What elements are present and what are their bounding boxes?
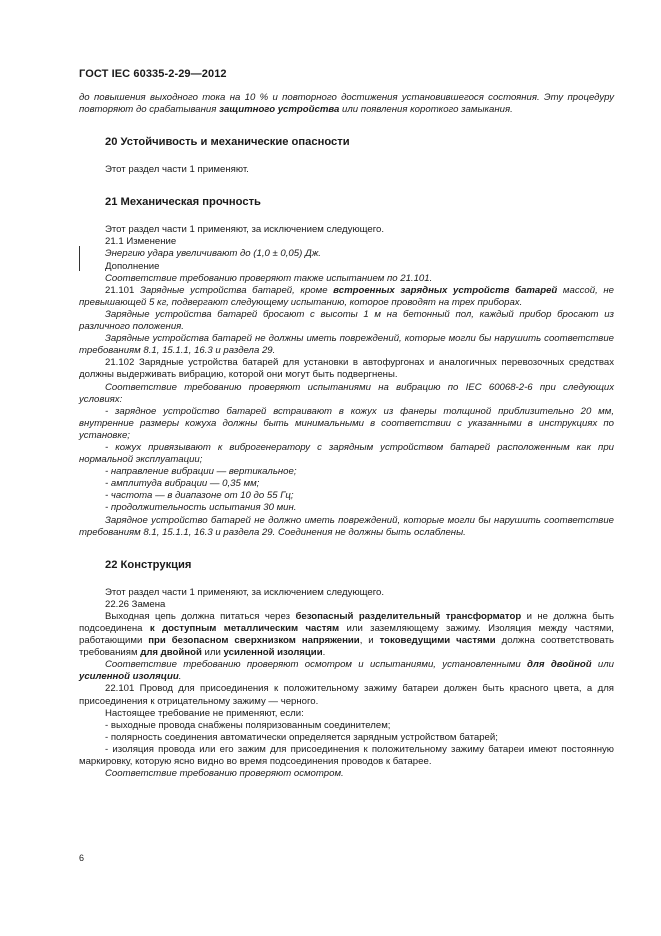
compliance-21-102: Соответствие требованию проверяют испытаниями на вибрацию по IEC 60068-2-6 при следующих условиях:	[79, 381, 614, 405]
clause-21-1: 21.1 Изменение	[105, 236, 177, 248]
text-run: защитного устройства	[219, 104, 340, 116]
no-damage-text-1: Зарядные устройства батарей не должны иметь повреждений, которые могли бы нарушить соответствие требованиям 8.1, 15.1.1, 16.3 и раздела 29.	[79, 333, 614, 357]
vibration-condition: - продолжительность испытания 30 мин.	[105, 502, 297, 514]
addition-label: Дополнение	[105, 260, 160, 272]
drop-test-text: Зарядные устройства батарей бросают с высоты 1 м на бетонный пол, каждый прибор бросают из различного положения.	[79, 308, 614, 333]
text-run: или	[201, 647, 224, 659]
clause-21-102: 21.102 Зарядные устройства батарей для установки в автофургонах и аналогичных перевозочных средствах должны выдерживать вибрацию, которой они могут быть подвергнены.	[79, 357, 614, 381]
section-22-intro: Этот раздел части 1 применяют, за исключением следующего.	[105, 586, 385, 598]
section-20-text: Этот раздел части 1 применяют.	[105, 164, 249, 176]
vibration-condition: - частота — в диапазоне от 10 до 55 Гц;	[105, 490, 294, 502]
text-run: или	[591, 659, 614, 671]
continuation-paragraph	[79, 92, 614, 116]
compliance-22-26	[79, 659, 614, 683]
exception-item: - изоляция провода или его зажим для присоединения к положительному зажиму батареи имеют постоянную маркировку, которую ясно видно во время подсоединения проводов к батарее.	[79, 743, 614, 768]
clause-21-1-energy: Энергию удара увеличивают до (1,0 ± 0,05) Дж.	[105, 248, 321, 260]
not-applied-text: Настоящее требование не применяют, если:	[105, 707, 304, 719]
exception-item: - выходные провода снабжены поляризованным соединителем;	[105, 719, 391, 731]
text-run: и не должна быть подсоединена	[79, 610, 614, 634]
text-run: массой, не превышающей 5 кг, подвергают следующему испытанию, которое проводят на трех приборах.	[79, 284, 614, 308]
text-run: или заземляющему зажиму. Изоляция между частями, работающими	[79, 623, 614, 647]
text-run: для двойной	[140, 647, 202, 659]
text-run: или появления короткого замыкания.	[339, 104, 513, 116]
section-21-heading: 21 Механическая прочность	[105, 196, 261, 209]
section-21-intro: Этот раздел части 1 применяют, за исключением следующего.	[105, 224, 385, 236]
output-circuit-text	[79, 611, 614, 659]
compliance-22-101: Соответствие требованию проверяют осмотром.	[105, 768, 344, 780]
clause-22-101: 22.101 Провод для присоединения к положительному зажиму батареи должен быть красного цвета, а для присоединения к отрицательному зажиму — черного.	[79, 683, 614, 707]
vibration-condition: - кожух привязывают к виброгенератору с зарядным устройством батарей расположенным как при нормальной эксплуатации;	[79, 441, 614, 466]
text-run: к доступным металлическим частям	[149, 623, 340, 634]
text-run: токоведущими частями	[379, 635, 496, 647]
section-22-heading: 22 Конструкция	[105, 558, 192, 571]
vibration-condition: - направление вибрации — вертикальное;	[105, 466, 297, 478]
vibration-condition: - зарядное устройство батарей встраивают в кожух из фанеры толщиной приблизительно 20 мм, внутренние размеры кожуха должны быть минимальными в соответствии с указанными в инструкциях по установке;	[79, 405, 614, 441]
text-run: 21.101	[105, 284, 140, 296]
text-run: до повышения выходного тока на 10 % и повторного достижения установившегося состояния. Эту процедуру повторяют до срабатывания	[79, 92, 614, 116]
text-run: Соответствие требованию проверяют осмотром и испытаниями, установленными	[105, 659, 527, 671]
clause-22-26: 22.26 Замена	[105, 598, 166, 610]
page-content	[79, 92, 614, 780]
document-header: ГОСТ IEC 60335-2-29—2012	[79, 68, 227, 80]
text-run: .	[178, 671, 182, 683]
text-run: Выходная цепь должна питаться через	[105, 610, 296, 622]
exception-item: - полярность соединения автоматически определяется зарядным устройством батарей;	[105, 731, 498, 743]
section-21	[79, 196, 614, 538]
text-run: усиленной изоляции	[223, 647, 323, 659]
no-damage-text-2: Зарядное устройство батарей не должно иметь повреждений, которые могли бы нарушить соответствие требованиям 8.1, 15.1.1, 16.3 и раздела 29. Соединения не должны быть ослаблены.	[79, 514, 614, 538]
section-22	[79, 559, 614, 781]
text-run: Зарядные устройства батарей, кроме	[139, 284, 334, 296]
text-run: при безопасном сверхнизком напряжении	[148, 635, 360, 647]
vibration-condition: - амплитуда вибрации — 0,35 мм;	[105, 478, 260, 490]
text-run: усиленной изоляции	[79, 671, 179, 683]
text-run: безопасный разделительный трансформатор	[295, 610, 522, 622]
text-run: встроенных зарядных устройств батарей	[333, 284, 558, 296]
text-run: должна соответствовать требованиям	[79, 635, 614, 659]
section-20-heading: 20 Устойчивость и механические опасности	[105, 136, 350, 149]
page-number: 6	[79, 853, 85, 863]
clause-21-101	[79, 285, 614, 309]
section-20	[79, 136, 614, 176]
text-run: .	[322, 647, 326, 659]
text-run: для двойной	[527, 659, 592, 671]
compliance-21-1: Соответствие требованию проверяют также испытанием по 21.101.	[105, 272, 433, 284]
text-run: , и	[359, 635, 380, 647]
